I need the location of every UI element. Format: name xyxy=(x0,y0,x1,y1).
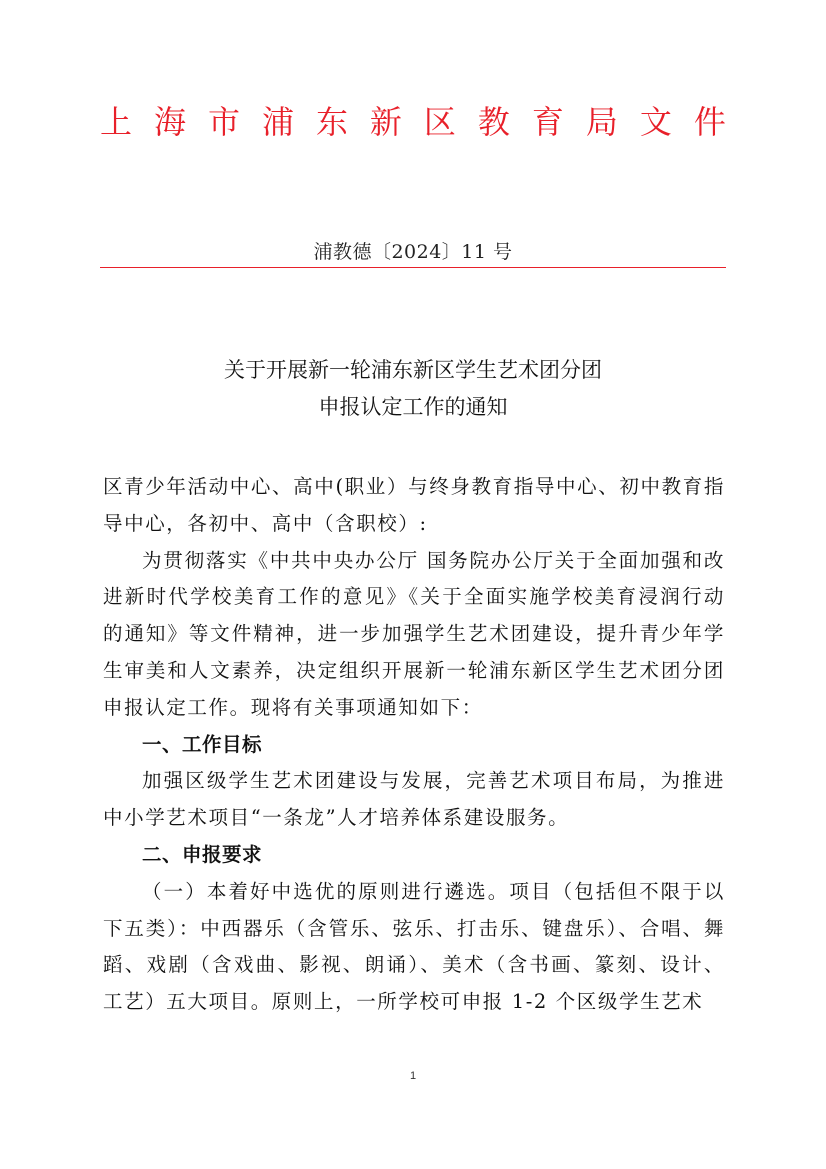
header-char: 东 xyxy=(315,103,348,141)
header-char: 市 xyxy=(207,103,240,141)
header-char: 育 xyxy=(531,103,564,141)
notice-body xyxy=(103,469,725,1021)
header-char: 教 xyxy=(477,103,510,141)
header-char: 海 xyxy=(153,103,186,141)
header-char: 局 xyxy=(585,103,618,141)
header-char: 上 xyxy=(100,103,133,141)
notice-title xyxy=(100,352,726,426)
notice-title-line-1: 关于开展新一轮浦东新区学生艺术团分团 xyxy=(224,358,602,382)
red-divider-line xyxy=(100,267,726,268)
section-heading-goals: 一、工作目标 xyxy=(142,732,263,756)
header-char: 新 xyxy=(369,103,402,141)
issuing-authority-header xyxy=(100,96,726,148)
goals-paragraph: 加强区级学生艺术团建设与发展，完善艺术项目布局，为推进中小学艺术项目“一条龙”人才培养体系建设服务。 xyxy=(103,769,725,830)
notice-title-line-2: 申报认定工作的通知 xyxy=(318,395,508,419)
section-heading-requirements: 二、申报要求 xyxy=(142,842,263,866)
header-char: 文 xyxy=(639,103,672,141)
header-char: 区 xyxy=(423,103,456,141)
recipients-paragraph: 区青少年活动中心、高中(职业）与终身教育指导中心、初中教育指导中心，各初中、高中（含职校）: xyxy=(103,475,725,535)
intro-paragraph: 为贯彻落实《中共中央办公厅 国务院办公厅关于全面加强和改进新时代学校美育工作的意见》《关于全面实施学校美育浸润行动的通知》等文件精神，进一步加强学生艺术团建设，提升青少年学生审美和人文素养，决定组织开展新一轮浦东新区学生艺术团分团申报认定工作。现将有关事项通知如下： xyxy=(103,548,725,719)
requirements-paragraph: （一）本着好中选优的原则进行遴选。项目（包括但不限于以下五类）：中西器乐（含管乐、弦乐、打击乐、键盘乐）、合唱、舞蹈、戏剧（含戏曲、影视、朗诵）、美术（含书画、篆刻、设计、工艺）五大项目。原则上，一所学校可申报 1-2 个区级学生艺术 xyxy=(103,879,725,1014)
header-char: 件 xyxy=(693,103,726,141)
document-number: 浦教德〔2024〕11 号 xyxy=(313,241,513,263)
page-number: 1 xyxy=(409,1070,417,1082)
header-char: 浦 xyxy=(261,103,294,141)
